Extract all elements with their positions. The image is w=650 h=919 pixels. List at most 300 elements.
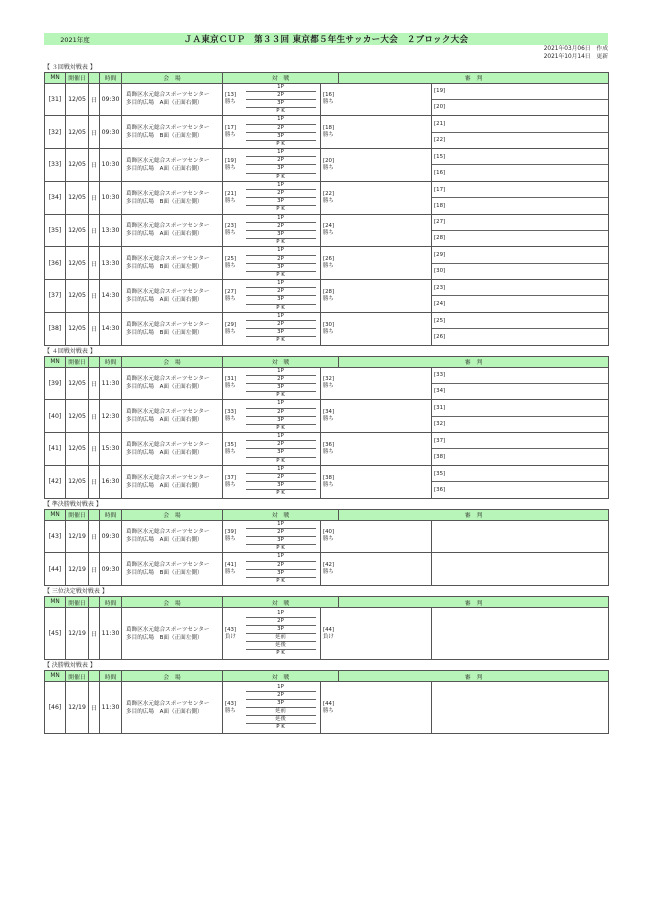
venue-field: 多目的広場 B面（正面左側） [126, 329, 203, 336]
match-date: 12/05 [66, 400, 89, 433]
venue-name: 葛飾区水元総合スポーツセンター [126, 92, 210, 99]
away-team [321, 280, 339, 313]
venue-field: 多目的広場 A面（正面右側） [126, 296, 203, 303]
match-venue [122, 465, 223, 498]
period-label: 2P [246, 222, 316, 230]
match-venue [122, 149, 223, 182]
referee-team: [36] [432, 481, 608, 497]
match-venue [122, 553, 223, 586]
match-number: [37] [45, 280, 66, 313]
period-label: 3P [246, 197, 316, 205]
period-label: 1P [277, 116, 284, 123]
col-time: 時間 [100, 72, 122, 83]
match-time: 14:30 [100, 280, 122, 313]
referee-team: [34] [432, 383, 608, 399]
col-mn: MN [45, 72, 66, 83]
period-label: P K [246, 304, 316, 312]
table-row [45, 682, 609, 734]
referee-team: [25] [434, 317, 446, 324]
venue-field: 多目的広場 B面（正面左側） [126, 570, 203, 577]
home-team-result: 勝ち [225, 132, 236, 139]
away-team-result: 負け [323, 633, 334, 640]
home-team-id: [43] [225, 626, 237, 633]
match-venue [122, 247, 223, 280]
venue-name: 葛飾区水元総合スポーツセンター [126, 474, 210, 481]
table-row [45, 181, 609, 214]
venue-name: 葛飾区水元総合スポーツセンター [126, 256, 210, 263]
home-team [223, 465, 241, 498]
home-team-id: [29] [225, 321, 237, 328]
match-venue [122, 116, 223, 149]
section-label: 【 決勝戦対戦表 】 [44, 662, 96, 670]
away-team [321, 400, 339, 433]
venue-field: 多目的広場 B面（正面左側） [126, 264, 203, 271]
period-label: 3P [246, 230, 316, 238]
period-label: P K [246, 457, 316, 465]
home-team-result: 勝ち [225, 263, 236, 270]
period-label: 2P [246, 320, 316, 328]
home-team-result: 勝ち [225, 383, 236, 390]
away-team [321, 181, 339, 214]
sections [44, 63, 608, 735]
home-team-id: [13] [225, 92, 237, 99]
home-team [223, 312, 241, 345]
period-label: P K [246, 173, 316, 181]
match-dow: 日 [89, 181, 100, 214]
period-label: 2P [246, 255, 316, 263]
home-team [223, 247, 241, 280]
match-number: [45] [45, 608, 66, 660]
period-label: 2P [246, 408, 316, 416]
match-date: 12/05 [66, 116, 89, 149]
venue-field: 多目的広場 A面（正面右側） [126, 100, 203, 107]
col-fight: 対 戦 [223, 72, 339, 83]
match-dow: 日 [89, 553, 100, 586]
match-time: 11:30 [100, 608, 122, 660]
period-label: 1P [277, 247, 284, 254]
table-row [45, 116, 609, 149]
period-label: 1P [277, 83, 284, 90]
match-date: 12/19 [66, 553, 89, 586]
table-row [45, 433, 609, 466]
match-date: 12/05 [66, 83, 89, 116]
match-date: 12/05 [66, 465, 89, 498]
period-label: 延後 [246, 715, 316, 723]
match-time: 13:30 [100, 214, 122, 247]
match-dow: 日 [89, 247, 100, 280]
away-team [321, 214, 339, 247]
match-dow: 日 [89, 465, 100, 498]
col-date: 開催日 [66, 72, 89, 83]
updated-date: 2021年10月14日 更新 [543, 53, 608, 60]
away-team [321, 433, 339, 466]
venue-field: 多目的広場 A面（正面右側） [126, 231, 203, 238]
home-team-result: 勝ち [225, 99, 236, 106]
home-team-id: [39] [225, 529, 237, 536]
home-team-id: [37] [225, 474, 237, 481]
period-label: 1P [277, 553, 284, 560]
match-dow: 日 [89, 367, 100, 400]
col-time: 時間 [100, 509, 122, 520]
period-label: 2P [246, 440, 316, 448]
match-number: [36] [45, 247, 66, 280]
col-fight: 対 戦 [223, 671, 339, 682]
referee-team: [37] [434, 437, 446, 444]
period-label: P K [246, 336, 316, 344]
match-venue [122, 400, 223, 433]
match-venue [122, 214, 223, 247]
period-label: 3P [246, 99, 316, 107]
match-venue [122, 608, 223, 660]
period-label: 1P [277, 433, 284, 440]
period-label: 3P [246, 383, 316, 391]
away-team-id: [18] [323, 125, 335, 132]
period-label: 1P [277, 609, 284, 616]
referee-team: [26] [432, 328, 608, 344]
period-label: 2P [246, 91, 316, 99]
away-team [321, 682, 339, 734]
match-dow: 日 [89, 116, 100, 149]
col-ref: 審 判 [339, 72, 609, 83]
match-date: 12/05 [66, 214, 89, 247]
match-dow: 日 [89, 214, 100, 247]
away-team-result: 勝ち [323, 383, 334, 390]
col-ref: 審 判 [339, 671, 609, 682]
period-label: P K [246, 489, 316, 497]
away-team-result: 勝ち [323, 295, 334, 302]
table-row [45, 520, 609, 553]
venue-name: 葛飾区水元総合スポーツセンター [126, 626, 210, 633]
period-label: 1P [277, 465, 284, 472]
home-team-result: 勝ち [225, 328, 236, 335]
home-team-id: [33] [225, 409, 237, 416]
venue-name: 葛飾区水元総合スポーツセンター [126, 321, 210, 328]
referee-team: [32] [432, 416, 608, 432]
referee-team: [16] [432, 164, 608, 180]
col-fight: 対 戦 [223, 356, 339, 367]
table-row [45, 400, 609, 433]
match-time: 11:30 [100, 682, 122, 734]
referee-team: [30] [432, 263, 608, 279]
match-date: 12/19 [66, 520, 89, 553]
col-venue: 会 場 [122, 72, 223, 83]
section-label: 【 三位決定戦対戦表 】 [44, 588, 108, 596]
match-number: [39] [45, 367, 66, 400]
away-team-result: 勝ち [323, 132, 334, 139]
col-ref: 審 判 [339, 597, 609, 608]
col-mn: MN [45, 671, 66, 682]
home-team [223, 83, 241, 116]
section-label: 【 ４回戦対戦表 】 [44, 347, 96, 355]
match-number: [43] [45, 520, 66, 553]
period-label: 2P [246, 473, 316, 481]
period-label: 1P [277, 214, 284, 221]
referee-team: [17] [434, 186, 446, 193]
match-time: 14:30 [100, 312, 122, 345]
referee-team: [22] [432, 132, 608, 148]
period-label: 1P [277, 181, 284, 188]
period-label: P K [246, 649, 316, 657]
venue-name: 葛飾区水元総合スポーツセンター [126, 409, 210, 416]
table-header [45, 356, 609, 367]
table-row [45, 280, 609, 313]
away-team-result: 勝ち [323, 569, 334, 576]
col-date: 開催日 [66, 509, 89, 520]
match-number: [33] [45, 149, 66, 182]
home-team-result: 勝ち [225, 536, 236, 543]
venue-field: 多目的広場 A面（正面右側） [126, 165, 203, 172]
period-label: 1P [277, 400, 284, 407]
col-time: 時間 [100, 356, 122, 367]
away-team-id: [44] [323, 700, 335, 707]
period-label: P K [246, 424, 316, 432]
away-team-id: [38] [323, 474, 335, 481]
match-date: 12/05 [66, 149, 89, 182]
venue-field: 多目的広場 A面（正面右側） [126, 417, 203, 424]
away-team-result: 勝ち [323, 197, 334, 204]
period-label: 3P [246, 328, 316, 336]
referee-team: [35] [434, 470, 446, 477]
period-label: 3P [246, 295, 316, 303]
col-date: 開催日 [66, 356, 89, 367]
referee-team: [38] [432, 448, 608, 464]
away-team [321, 149, 339, 182]
home-team [223, 433, 241, 466]
col-date: 開催日 [66, 671, 89, 682]
col-venue: 会 場 [122, 356, 223, 367]
period-label: 1P [277, 520, 284, 527]
period-label: 延前 [246, 707, 316, 715]
match-venue [122, 682, 223, 734]
period-label: 延前 [246, 633, 316, 641]
home-team-result: 勝ち [225, 448, 236, 455]
period-label: 2P [246, 375, 316, 383]
fiscal-year: 2021年度 [60, 35, 90, 44]
away-team-result: 勝ち [323, 230, 334, 237]
period-label: 3P [246, 263, 316, 271]
period-label: P K [246, 577, 316, 585]
doc-dates [44, 46, 608, 62]
match-dow: 日 [89, 608, 100, 660]
match-dow: 日 [89, 280, 100, 313]
match-table [44, 509, 609, 587]
match-table [44, 596, 609, 660]
table-row [45, 83, 609, 116]
period-label: 3P [246, 164, 316, 172]
home-team-result: 勝ち [225, 569, 236, 576]
table-row [45, 312, 609, 345]
away-team-id: [16] [323, 92, 335, 99]
match-table [44, 670, 609, 734]
match-venue [122, 367, 223, 400]
col-ref: 審 判 [339, 356, 609, 367]
match-time: 15:30 [100, 433, 122, 466]
home-team [223, 553, 241, 586]
period-label: 2P [246, 561, 316, 569]
match-table [44, 72, 609, 346]
match-number: [38] [45, 312, 66, 345]
home-team-id: [23] [225, 223, 237, 230]
match-number: [46] [45, 682, 66, 734]
away-team-id: [36] [323, 441, 335, 448]
period-label: 1P [277, 312, 284, 319]
away-team [321, 116, 339, 149]
match-number: [42] [45, 465, 66, 498]
home-team-result: 勝ち [225, 295, 236, 302]
period-label: 2P [246, 124, 316, 132]
match-table [44, 356, 609, 499]
match-venue [122, 433, 223, 466]
match-time: 16:30 [100, 465, 122, 498]
match-date: 12/05 [66, 247, 89, 280]
period-label: 1P [277, 683, 284, 690]
away-team-id: [26] [323, 256, 335, 263]
match-date: 12/19 [66, 608, 89, 660]
match-date: 12/05 [66, 312, 89, 345]
match-time: 12:30 [100, 400, 122, 433]
table-row [45, 214, 609, 247]
created-date: 2021年03月06日 作成 [543, 46, 608, 52]
match-dow: 日 [89, 149, 100, 182]
match-date: 12/19 [66, 682, 89, 734]
venue-name: 葛飾区水元総合スポーツセンター [126, 288, 210, 295]
match-venue [122, 280, 223, 313]
away-team [321, 367, 339, 400]
home-team-id: [21] [225, 190, 237, 197]
away-team [321, 312, 339, 345]
match-time: 10:30 [100, 181, 122, 214]
match-date: 12/05 [66, 181, 89, 214]
home-team-result: 勝ち [225, 197, 236, 204]
period-label: 3P [246, 569, 316, 577]
match-dow: 日 [89, 520, 100, 553]
table-header [45, 597, 609, 608]
period-label: 3P [246, 132, 316, 140]
venue-field: 多目的広場 A面（正面右側） [126, 708, 203, 715]
home-team-result: 勝ち [225, 416, 236, 423]
period-label: 1P [277, 280, 284, 287]
match-number: [35] [45, 214, 66, 247]
home-team [223, 181, 241, 214]
away-team-result: 勝ち [323, 416, 334, 423]
referee-team: [19] [434, 88, 446, 95]
referee-team: [29] [434, 252, 446, 259]
match-time: 09:30 [100, 520, 122, 553]
venue-field: 多目的広場 A面（正面右側） [126, 449, 203, 456]
venue-name: 葛飾区水元総合スポーツセンター [126, 529, 210, 536]
match-time: 13:30 [100, 247, 122, 280]
match-number: [41] [45, 433, 66, 466]
venue-name: 葛飾区水元総合スポーツセンター [126, 125, 210, 132]
home-team-id: [35] [225, 441, 237, 448]
col-venue: 会 場 [122, 509, 223, 520]
venue-name: 葛飾区水元総合スポーツセンター [126, 700, 210, 707]
home-team [223, 520, 241, 553]
away-team-id: [42] [323, 562, 335, 569]
page-title: ＪＡ東京ＣＵＰ 第３３回 東京都５年生サッカー大会 ２ブロック大会 [183, 35, 469, 45]
table-header [45, 509, 609, 520]
away-team [321, 553, 339, 586]
home-team-result: 勝ち [225, 707, 236, 714]
home-team [223, 149, 241, 182]
col-fight: 対 戦 [223, 597, 339, 608]
match-venue [122, 312, 223, 345]
match-time: 09:30 [100, 116, 122, 149]
referee-team: [27] [434, 219, 446, 226]
away-team-id: [34] [323, 409, 335, 416]
referee-team: [24] [432, 295, 608, 311]
home-team-id: [19] [225, 157, 237, 164]
home-team [223, 400, 241, 433]
home-team [223, 116, 241, 149]
match-number: [31] [45, 83, 66, 116]
period-label: 3P [246, 536, 316, 544]
schedule-page [44, 33, 608, 734]
away-team [321, 83, 339, 116]
venue-field: 多目的広場 A面（正面右側） [126, 482, 203, 489]
section-label: 【 ３回戦対戦表 】 [44, 63, 96, 71]
period-label: 3P [246, 699, 316, 707]
away-team-result: 勝ち [323, 481, 334, 488]
home-team-result: 勝ち [225, 230, 236, 237]
referee-team: [21] [434, 121, 446, 128]
period-label: 2P [246, 189, 316, 197]
home-team [223, 280, 241, 313]
col-mn: MN [45, 356, 66, 367]
home-team [223, 608, 241, 660]
away-team [321, 465, 339, 498]
match-dow: 日 [89, 682, 100, 734]
period-label: 2P [246, 528, 316, 536]
away-team [321, 520, 339, 553]
away-team-result: 勝ち [323, 448, 334, 455]
col-ref: 審 判 [339, 509, 609, 520]
period-label: 2P [246, 287, 316, 295]
period-label: P K [246, 205, 316, 213]
col-venue: 会 場 [122, 597, 223, 608]
home-team-result: 勝ち [225, 164, 236, 171]
home-team-result: 勝ち [225, 481, 236, 488]
section-label: 【 準決勝戦対戦表 】 [44, 500, 102, 508]
away-team-result: 勝ち [323, 328, 334, 335]
table-row [45, 367, 609, 400]
away-team-id: [22] [323, 190, 335, 197]
col-time: 時間 [100, 597, 122, 608]
away-team-result: 勝ち [323, 707, 334, 714]
match-number: [32] [45, 116, 66, 149]
match-dow: 日 [89, 400, 100, 433]
away-team [321, 608, 339, 660]
home-team-id: [27] [225, 288, 237, 295]
col-time: 時間 [100, 671, 122, 682]
home-team-result: 負け [225, 633, 236, 640]
away-team-result: 勝ち [323, 99, 334, 106]
referee-team: [20] [432, 99, 608, 115]
match-time: 09:30 [100, 83, 122, 116]
match-date: 12/05 [66, 367, 89, 400]
match-venue [122, 181, 223, 214]
period-label: 1P [277, 367, 284, 374]
period-label: P K [246, 107, 316, 115]
period-label: P K [246, 271, 316, 279]
match-number: [44] [45, 553, 66, 586]
referee-team: [23] [434, 284, 446, 291]
table-row [45, 465, 609, 498]
match-date: 12/05 [66, 280, 89, 313]
home-team-id: [43] [225, 700, 237, 707]
venue-name: 葛飾区水元総合スポーツセンター [126, 441, 210, 448]
venue-name: 葛飾区水元総合スポーツセンター [126, 376, 210, 383]
